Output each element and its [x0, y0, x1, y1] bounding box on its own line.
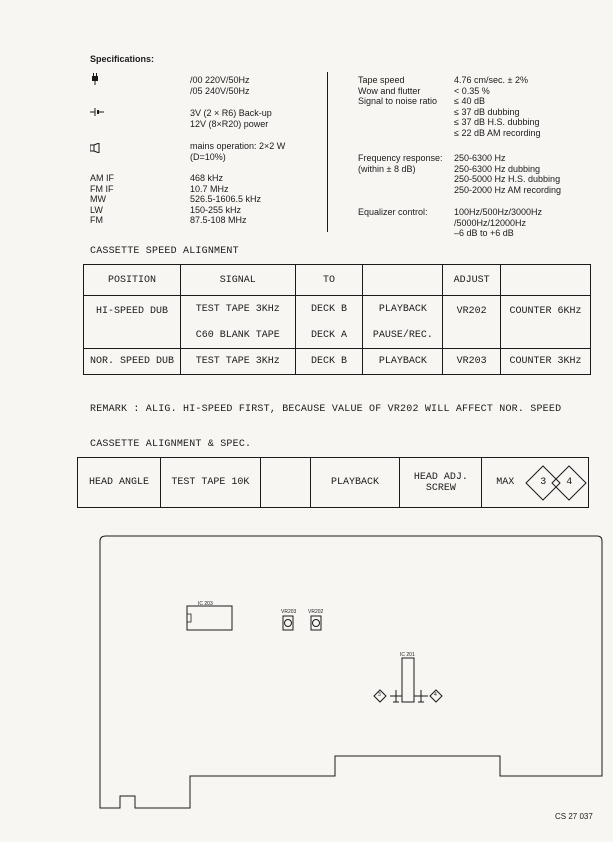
- power-line-00: /00 220V/50Hz: [190, 75, 250, 85]
- footer-code: CS 27 037: [555, 812, 593, 821]
- head-alignment-table: [77, 457, 589, 508]
- row1-signal: [180, 296, 295, 349]
- band-label: LW: [90, 204, 103, 215]
- freq-label: Frequency response:: [358, 153, 443, 163]
- header-blank: [363, 265, 443, 296]
- row2-target: COUNTER 3KHz: [501, 349, 591, 375]
- right-values: [454, 75, 540, 138]
- band-value: 468 kHz: [190, 173, 224, 183]
- power-line-05: /05 240V/50Hz: [190, 85, 250, 96]
- band-value: 10.7 MHz: [190, 183, 229, 194]
- snr-label: Signal to noise ratio: [358, 96, 438, 106]
- max-value-3: 3: [540, 477, 547, 488]
- table-row: [78, 458, 589, 508]
- eq-value: 100Hz/500Hz/3000Hz: [454, 207, 543, 217]
- band-values: [190, 173, 261, 226]
- header-blank-2: [501, 265, 591, 296]
- freq-label-sub: (within ± 8 dB): [358, 163, 416, 174]
- freq-value: 250-5000 Hz H.S. dubbing: [454, 174, 561, 184]
- row1-position: HI-SPEED DUB: [84, 296, 181, 349]
- marker-4-label: 4: [434, 692, 437, 698]
- max-diamonds: [524, 464, 588, 502]
- pcb-outline: [90, 530, 610, 815]
- band-value: 526.5-1606.5 kHz: [190, 194, 262, 204]
- snr-value: ≤ 22 dB AM recording: [454, 127, 541, 138]
- snr-value: ≤ 40 dB: [454, 96, 485, 106]
- plug-icon: [90, 73, 100, 88]
- column-divider: [327, 72, 328, 232]
- row2-adjust: VR203: [443, 349, 501, 375]
- speaker-icon: [90, 143, 102, 156]
- pcb-border: [100, 536, 602, 808]
- eq-value: –6 dB to +6 dB: [454, 228, 514, 238]
- row1-to: [295, 296, 363, 349]
- right-labels: [358, 75, 437, 107]
- ic-201-label: IC 201: [400, 652, 415, 658]
- speed-alignment-table: [83, 264, 591, 375]
- speed-alignment-title: CASSETTE SPEED ALIGNMENT: [90, 246, 239, 257]
- vr202-label: VR202: [308, 609, 324, 615]
- header-signal: SIGNAL: [180, 265, 295, 296]
- table-header-row: [84, 265, 591, 296]
- band-label: FM IF: [90, 183, 114, 194]
- snr-value: ≤ 37 dB H.S. dubbing: [454, 117, 540, 127]
- eq-values: [454, 207, 542, 239]
- table-row: [84, 296, 591, 349]
- row1-to-2: DECK A: [311, 329, 348, 341]
- band-label: AM IF: [90, 173, 114, 183]
- band-value: 150-255 kHz: [190, 204, 242, 215]
- ic-203-label: IC 203: [198, 601, 213, 607]
- row1-mode-2: PAUSE/REC.: [372, 329, 433, 341]
- vr203-label: VR203: [281, 609, 297, 615]
- row1-target: COUNTER 6KHz: [501, 296, 591, 349]
- band-label: MW: [90, 194, 106, 204]
- header-to: TO: [295, 265, 363, 296]
- band-labels: [90, 173, 114, 226]
- row1-mode: [363, 296, 443, 349]
- battery-icon: [90, 107, 104, 120]
- row1-signal-2: C60 BLANK TAPE: [195, 329, 280, 341]
- row2-mode: PLAYBACK: [363, 349, 443, 375]
- speaker-spec: [190, 141, 285, 162]
- wow-value: < 0.35 %: [454, 85, 490, 96]
- max-value-4: 4: [566, 477, 573, 488]
- freq-value: 250-2000 Hz AM recording: [454, 184, 562, 195]
- head-alignment-title: CASSETTE ALIGNMENT & SPEC.: [90, 439, 252, 450]
- row1-to-1: DECK B: [311, 303, 348, 315]
- eq-label: Equalizer control:: [358, 207, 428, 217]
- band-label: FM: [90, 215, 103, 225]
- row2-to: DECK B: [295, 349, 363, 375]
- row1-signal-1: TEST TAPE 3KHz: [195, 303, 280, 315]
- tape-speed-value: 4.76 cm/sec. ± 2%: [454, 75, 528, 85]
- remark: REMARK : ALIG. HI-SPEED FIRST, BECAUSE VALUE OF VR202 WILL AFFECT NOR. SPEED: [90, 404, 562, 415]
- vr202-knob: [313, 620, 320, 627]
- freq-value: 250-6300 Hz dubbing: [454, 163, 541, 174]
- max-label: MAX: [496, 477, 515, 488]
- vr203-knob: [285, 620, 292, 627]
- wow-label: Wow and flutter: [358, 85, 421, 96]
- ic-203-notch: [187, 614, 191, 622]
- head-signal: TEST TAPE 10K: [160, 458, 260, 508]
- header-position: POSITION: [84, 265, 181, 296]
- row2-position: NOR. SPEED DUB: [84, 349, 181, 375]
- snr-value: ≤ 37 dB dubbing: [454, 106, 520, 117]
- freq-labels: [358, 153, 443, 174]
- band-value: 87.5-108 MHz: [190, 215, 247, 225]
- ic-203-outline: [187, 606, 232, 630]
- head-blank: [260, 458, 310, 508]
- speaker-line-2: (D=10%): [190, 151, 226, 162]
- freq-values: [454, 153, 561, 195]
- battery-line-1: 3V (2 × R6) Back-up: [190, 108, 272, 118]
- battery-line-2: 12V (8×R20) power: [190, 118, 269, 129]
- head-adjust-1: HEAD ADJ.: [413, 471, 468, 483]
- row1-mode-1: PLAYBACK: [378, 303, 427, 315]
- row1-adjust: VR202: [443, 296, 501, 349]
- table-row: [84, 349, 591, 375]
- battery-spec: [190, 108, 272, 129]
- head-mode: PLAYBACK: [310, 458, 400, 508]
- head-adjust: [400, 458, 482, 508]
- freq-value: 250-6300 Hz: [454, 153, 506, 163]
- tape-speed-label: Tape speed: [358, 75, 405, 85]
- header-adjust: ADJUST: [443, 265, 501, 296]
- speaker-line-1: mains operation: 2×2 W: [190, 141, 286, 151]
- ic-201-outline: [402, 658, 414, 702]
- head-max: [482, 458, 589, 508]
- power-spec: [190, 75, 250, 96]
- row2-signal: TEST TAPE 3KHz: [180, 349, 295, 375]
- marker-3-label: 3: [378, 692, 381, 698]
- head-item: HEAD ANGLE: [78, 458, 161, 508]
- eq-value: /5000Hz/12000Hz: [454, 217, 527, 228]
- head-adjust-2: SCREW: [425, 482, 456, 494]
- specs-heading: Specifications:: [90, 54, 155, 64]
